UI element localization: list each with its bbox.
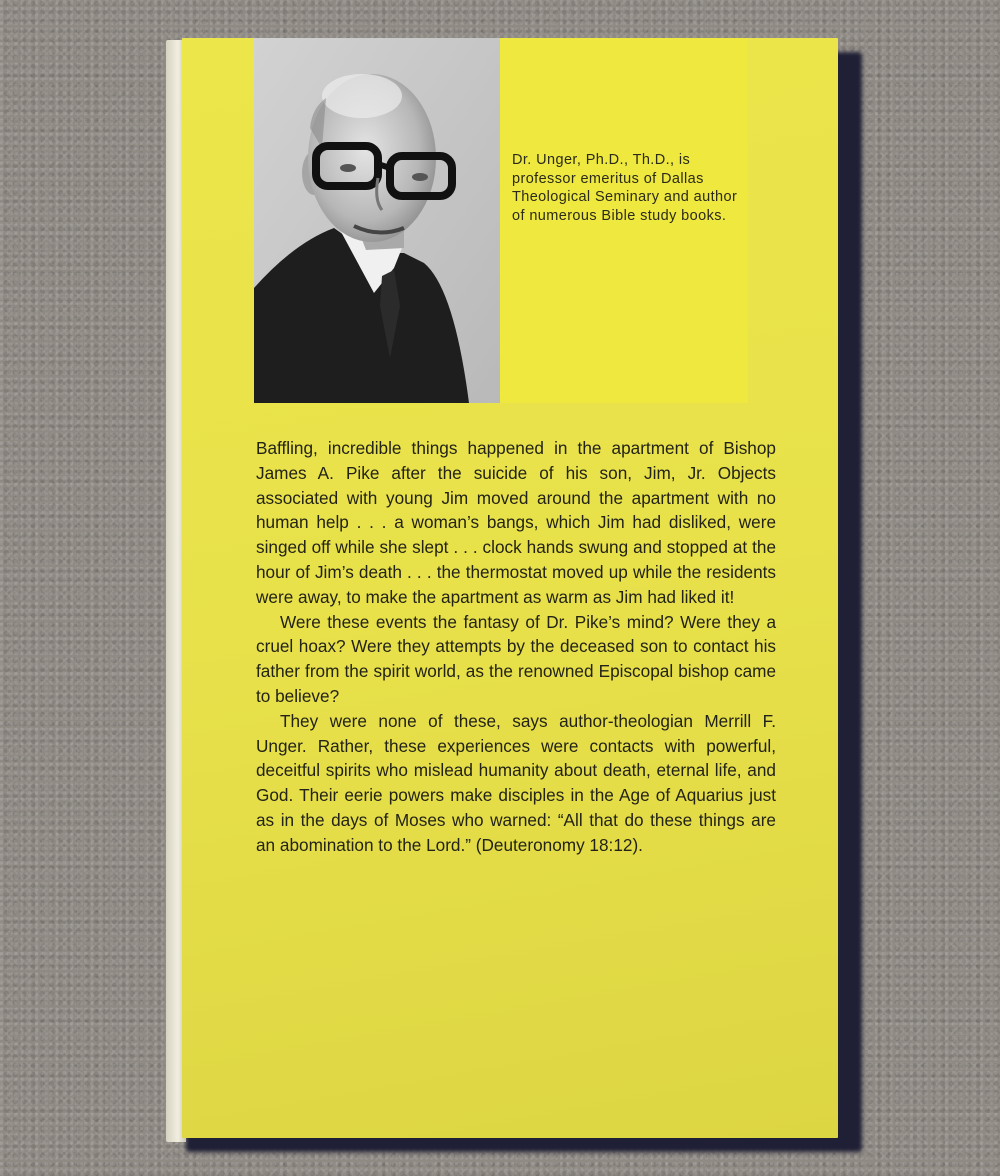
blurb-paragraph-2: Were these events the fantasy of Dr. Pike’s mind? Were they a cruel hoax? Were they attempts by the deceased son to contact his father from the spirit world, as the renowned Episcopal bishop came to believe? <box>256 611 776 706</box>
book-back-cover <box>182 38 838 1138</box>
blurb-paragraph-1: Baffling, incredible things happened in the apartment of Bishop James A. Pike after the suicide of his son, Jim, Jr. Objects associated with young Jim moved around the apartment with no human help . . . a woman’s bangs, which Jim had disliked, were singed off while she slept . . . clock hands swung and stopped at the hour of Jim’s death . . . the thermostat moved up while the residents were away, to make the apartment as warm as Jim had liked it! <box>256 438 776 607</box>
cover-blurb <box>256 436 776 858</box>
author-bio: Dr. Unger, Ph.D., Th.D., is professor emeritus of Dallas Theological Seminary and author of numerous Bible study books. <box>512 152 738 224</box>
bio-panel <box>500 38 748 403</box>
author-photo <box>254 38 500 403</box>
blurb-paragraph-3: They were none of these, says author-theologian Merrill F. Unger. Rather, these experiences were contacts with powerful, deceitful spirits who mislead humanity about death, eternal life, and God. Their eerie powers make disciples in the Age of Aquarius just as in the days of Moses who warned: “All that do these things are an abomination to the Lord.” (Deuteronomy 18:12). <box>256 710 776 855</box>
author-portrait-image <box>254 38 500 403</box>
